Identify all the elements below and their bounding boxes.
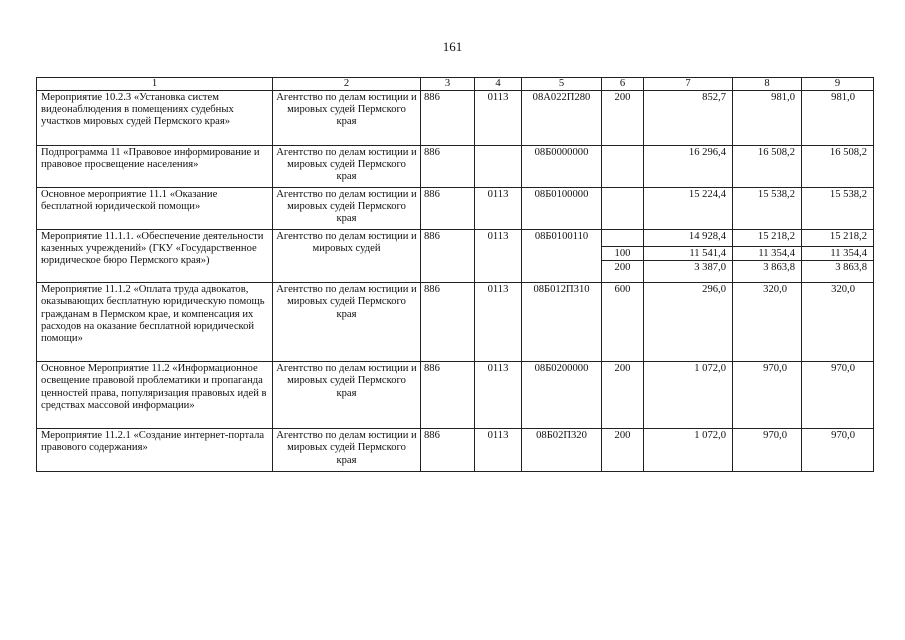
rzpr-code: 0113 [475, 188, 522, 230]
agency-name: Агентство по делам юстиции и мировых судей Пермского края [273, 283, 421, 362]
vr-code: 100 [602, 247, 644, 261]
amount-year-2: 11 354,4 [733, 247, 802, 261]
vr-code: 200 [602, 261, 644, 283]
amount-year-1: 3 387,0 [644, 261, 733, 283]
gr-code: 886 [421, 429, 475, 472]
table-row [37, 362, 874, 429]
header-cell: 9 [802, 78, 874, 91]
header-cell: 2 [273, 78, 421, 91]
rzpr-code: 0113 [475, 429, 522, 472]
csr-code: 08Б0100000 [522, 188, 602, 230]
vr-code: 600 [602, 283, 644, 362]
csr-code: 08Б0000000 [522, 146, 602, 188]
amount-year-2: 16 508,2 [733, 146, 802, 188]
activity-name: Основное мероприятие 11.1 «Оказание бесплатной юридической помощи» [37, 188, 273, 230]
agency-name: Агентство по делам юстиции и мировых судей Пермского края [273, 362, 421, 429]
amount-year-1: 1 072,0 [644, 429, 733, 472]
csr-code: 08А022П280 [522, 91, 602, 146]
vr-code [602, 230, 644, 247]
header-cell: 4 [475, 78, 522, 91]
amount-year-3: 11 354,4 [802, 247, 874, 261]
vr-code: 200 [602, 91, 644, 146]
amount-year-3: 970,0 [802, 429, 874, 472]
agency-name: Агентство по делам юстиции и мировых судей [273, 230, 421, 283]
agency-name: Агентство по делам юстиции и мировых судей Пермского края [273, 91, 421, 146]
amount-year-2: 3 863,8 [733, 261, 802, 283]
amount-year-2: 970,0 [733, 362, 802, 429]
table-row [37, 91, 874, 146]
activity-name: Мероприятие 11.2.1 «Создание интернет-портала правового содержания» [37, 429, 273, 472]
vr-code [602, 188, 644, 230]
table-row [37, 230, 874, 247]
amount-year-3: 15 218,2 [802, 230, 874, 247]
activity-name: Мероприятие 11.1.1. «Обеспечение деятельности казенных учреждений» (ГКУ «Государственное юридическое бюро Пермского края») [37, 230, 273, 283]
amount-year-2: 970,0 [733, 429, 802, 472]
header-cell: 1 [37, 78, 273, 91]
amount-year-3: 981,0 [802, 91, 874, 146]
gr-code: 886 [421, 146, 475, 188]
amount-year-3: 15 538,2 [802, 188, 874, 230]
budget-table [36, 77, 874, 472]
amount-year-1: 1 072,0 [644, 362, 733, 429]
amount-year-3: 320,0 [802, 283, 874, 362]
header-cell: 8 [733, 78, 802, 91]
amount-year-3: 16 508,2 [802, 146, 874, 188]
csr-code: 08Б02П320 [522, 429, 602, 472]
amount-year-2: 320,0 [733, 283, 802, 362]
amount-year-3: 970,0 [802, 362, 874, 429]
table-header-row [37, 78, 874, 91]
agency-name: Агентство по делам юстиции и мировых судей Пермского края [273, 146, 421, 188]
header-cell: 7 [644, 78, 733, 91]
header-cell: 6 [602, 78, 644, 91]
csr-code: 08Б012П310 [522, 283, 602, 362]
vr-code: 200 [602, 362, 644, 429]
amount-year-2: 981,0 [733, 91, 802, 146]
csr-code: 08Б0100110 [522, 230, 602, 283]
vr-code: 200 [602, 429, 644, 472]
rzpr-code: 0113 [475, 362, 522, 429]
agency-name: Агентство по делам юстиции и мировых судей Пермского края [273, 429, 421, 472]
rzpr-code: 0113 [475, 230, 522, 283]
gr-code: 886 [421, 362, 475, 429]
amount-year-1: 296,0 [644, 283, 733, 362]
amount-year-2: 15 218,2 [733, 230, 802, 247]
table-row [37, 146, 874, 188]
header-cell: 5 [522, 78, 602, 91]
amount-year-1: 15 224,4 [644, 188, 733, 230]
gr-code: 886 [421, 91, 475, 146]
amount-year-1: 852,7 [644, 91, 733, 146]
table-row [37, 188, 874, 230]
table-row [37, 283, 874, 362]
rzpr-code [475, 146, 522, 188]
header-cell: 3 [421, 78, 475, 91]
activity-name: Мероприятие 10.2.3 «Установка систем видеонаблюдения в помещениях судебных участков мировых судей Пермского края» [37, 91, 273, 146]
vr-code [602, 146, 644, 188]
amount-year-1: 11 541,4 [644, 247, 733, 261]
table-row [37, 429, 874, 472]
gr-code: 886 [421, 230, 475, 283]
gr-code: 886 [421, 283, 475, 362]
amount-year-1: 14 928,4 [644, 230, 733, 247]
amount-year-3: 3 863,8 [802, 261, 874, 283]
rzpr-code: 0113 [475, 91, 522, 146]
csr-code: 08Б0200000 [522, 362, 602, 429]
activity-name: Основное Мероприятие 11.2 «Информационное освещение правовой проблематики и пропаганда ценностей права, популяризация правовых идей в средствах массовой информации» [37, 362, 273, 429]
amount-year-1: 16 296,4 [644, 146, 733, 188]
activity-name: Мероприятие 11.1.2 «Оплата труда адвокатов, оказывающих бесплатную юридическую помощь гражданам в Пермском крае, и компенсация их расходов на оказание бесплатной юридической помощи» [37, 283, 273, 362]
activity-name: Подпрограмма 11 «Правовое информирование и правовое просвещение населения» [37, 146, 273, 188]
gr-code: 886 [421, 188, 475, 230]
amount-year-2: 15 538,2 [733, 188, 802, 230]
agency-name: Агентство по делам юстиции и мировых судей Пермского края [273, 188, 421, 230]
page-number: 161 [442, 39, 463, 54]
rzpr-code: 0113 [475, 283, 522, 362]
